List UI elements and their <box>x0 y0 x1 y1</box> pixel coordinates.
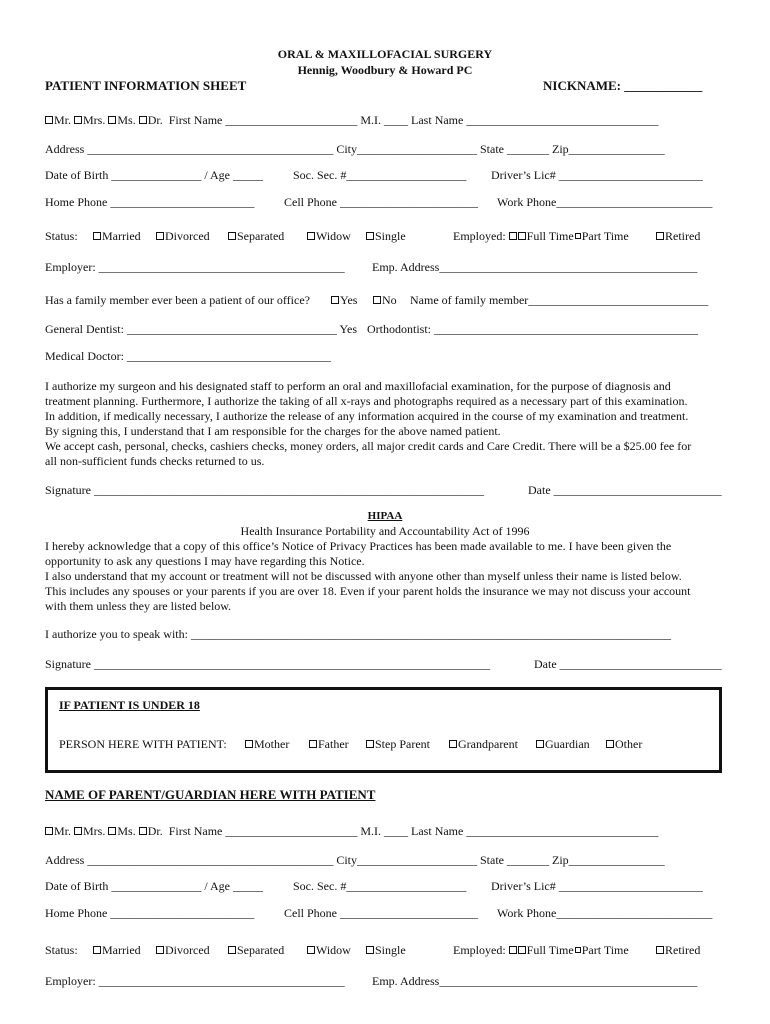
option-father[interactable]: Father <box>309 737 349 752</box>
checkbox-icon[interactable] <box>228 232 236 240</box>
authorization-line: I authorize my surgeon and his designated staff to perform an oral and maxillofacial examination, for the purpose of diagnosis and <box>45 379 671 393</box>
hipaa-line: I hereby acknowledge that a copy of this office’s Notice of Privacy Practices has been made available to me. I have been given the <box>45 539 672 553</box>
guardian-drivers-license-field[interactable]: Driver’s Lic# ________________________ <box>491 879 703 893</box>
family-yes[interactable]: Yes <box>331 293 357 308</box>
guardian-work-phone-field[interactable]: Work Phone__________________________ <box>497 906 713 920</box>
checkbox-icon[interactable] <box>93 232 101 240</box>
general-dentist-field[interactable]: General Dentist: ___________________________________ Yes <box>45 322 357 336</box>
checkbox-icon[interactable] <box>366 232 374 240</box>
guardian-dob-field[interactable]: Date of Birth _______________ / Age _____ <box>45 879 263 893</box>
sheet-title: PATIENT INFORMATION SHEET <box>45 78 247 93</box>
hipaa-text <box>45 539 727 614</box>
authorization-line: treatment planning. Furthermore, I authorize the taking of all x-rays and photographs required as a necessary part of this examination. <box>45 394 688 408</box>
employer-field[interactable]: Employer: _________________________________________ <box>45 260 345 274</box>
title-option-dr[interactable]: Dr. <box>139 113 163 127</box>
person-with-patient-label: PERSON HERE WITH PATIENT: <box>59 737 227 751</box>
guardian-employed-retired[interactable]: Retired <box>656 943 700 958</box>
guardian-title-ms[interactable]: Ms. <box>108 824 135 838</box>
guardian-first-name-field[interactable]: First Name ______________________ M.I. ____ Last Name ________________________________ <box>168 824 659 838</box>
practice-type: ORAL & MAXILLOFACIAL SURGERY <box>277 47 493 61</box>
title-option-mr[interactable]: Mr. <box>45 113 71 127</box>
employed-retired[interactable]: Retired <box>656 229 700 244</box>
checkbox-icon[interactable] <box>307 232 315 240</box>
employed-label: Employed: <box>453 229 506 243</box>
checkbox-icon[interactable] <box>228 946 236 954</box>
hipaa-subtitle: Health Insurance Portability and Accountability Act of 1996 <box>240 524 530 538</box>
checkbox-icon[interactable] <box>307 946 315 954</box>
hipaa-date-field[interactable]: Date ___________________________ <box>534 657 722 671</box>
checkbox-icon[interactable] <box>74 116 82 124</box>
employed-full-time[interactable]: Full Time <box>509 229 574 243</box>
checkbox-icon[interactable] <box>449 740 457 748</box>
employed-row <box>453 229 629 244</box>
emp-address-field[interactable]: Emp. Address___________________________________________ <box>372 260 698 274</box>
guardian-ssn-field[interactable]: Soc. Sec. #____________________ <box>293 879 467 893</box>
checkbox-icon[interactable] <box>366 740 374 748</box>
checkbox-icon[interactable] <box>366 946 374 954</box>
hipaa-line: with them unless they are listed below. <box>45 599 232 613</box>
guardian-employed-full-time[interactable]: Full Time <box>509 943 574 957</box>
guardian-title-mr[interactable]: Mr. <box>45 824 71 838</box>
family-member-name-field[interactable]: Name of family member______________________________ <box>410 293 709 307</box>
checkbox-icon[interactable] <box>245 740 253 748</box>
checkbox-icon[interactable] <box>139 827 147 835</box>
checkbox-icon[interactable] <box>108 116 116 124</box>
checkbox-icon[interactable] <box>509 946 517 954</box>
status-widow[interactable]: Widow <box>307 229 351 244</box>
guardian-title-mrs[interactable]: Mrs. <box>74 824 105 838</box>
checkbox-icon[interactable] <box>575 947 581 953</box>
practice-name: Hennig, Woodbury & Howard PC <box>297 63 473 77</box>
checkbox-icon[interactable] <box>156 946 164 954</box>
checkbox-icon[interactable] <box>108 827 116 835</box>
status-label: Status: <box>45 229 78 243</box>
hipaa-title: HIPAA <box>367 510 403 522</box>
checkbox-icon[interactable] <box>536 740 544 748</box>
checkbox-icon[interactable] <box>656 946 664 954</box>
home-phone-field[interactable]: Home Phone ________________________ <box>45 195 255 209</box>
checkbox-icon[interactable] <box>156 232 164 240</box>
option-guardian[interactable]: Guardian <box>536 737 590 752</box>
guardian-title-dr[interactable]: Dr. <box>139 824 163 838</box>
checkbox-icon[interactable] <box>74 827 82 835</box>
checkbox-icon[interactable] <box>373 296 381 304</box>
status-single[interactable]: Single <box>366 229 406 244</box>
title-option-ms[interactable]: Ms. <box>108 113 135 127</box>
title-option-mrs[interactable]: Mrs. <box>74 113 105 127</box>
option-other[interactable]: Other <box>606 737 642 752</box>
checkbox-icon[interactable] <box>518 946 526 954</box>
cell-phone-field[interactable]: Cell Phone _______________________ <box>284 195 478 209</box>
family-no[interactable]: No <box>373 293 397 308</box>
address-field[interactable]: Address _________________________________________ City____________________ State _______ Zip________________ <box>45 142 665 156</box>
checkbox-icon[interactable] <box>45 827 53 835</box>
authorization-text <box>45 379 727 469</box>
guardian-status-married[interactable]: Married <box>93 943 141 958</box>
hipaa-signature-field[interactable]: Signature __________________________________________________________________ <box>45 657 490 671</box>
checkbox-icon[interactable] <box>509 232 517 240</box>
guardian-employed-part-time[interactable]: Part Time <box>574 943 629 957</box>
employed-label: Employed: <box>453 943 506 957</box>
ssn-field[interactable]: Soc. Sec. #____________________ <box>293 168 467 182</box>
status-married[interactable]: Married <box>93 229 141 244</box>
checkbox-icon[interactable] <box>575 233 581 239</box>
guardian-status-widow[interactable]: Widow <box>307 943 351 958</box>
checkbox-icon[interactable] <box>518 232 526 240</box>
patient-name-row <box>45 113 725 127</box>
status-separated[interactable]: Separated <box>228 229 284 244</box>
guardian-status-separated[interactable]: Separated <box>228 943 284 958</box>
guardian-name-row <box>45 824 725 838</box>
guardian-status-label: Status: <box>45 943 78 957</box>
dob-field[interactable]: Date of Birth _______________ / Age _____ <box>45 168 263 182</box>
guardian-section-title: NAME OF PARENT/GUARDIAN HERE WITH PATIENT <box>45 787 376 802</box>
under-18-box <box>45 687 722 773</box>
authorization-line: all non-sufficient funds checks returned to us. <box>45 454 265 468</box>
option-step-parent[interactable]: Step Parent <box>366 737 430 752</box>
checkbox-icon[interactable] <box>606 740 614 748</box>
guardian-home-phone-field[interactable]: Home Phone ________________________ <box>45 906 255 920</box>
authorization-line: By signing this, I understand that I am responsible for the charges for the above named patient. <box>45 424 501 438</box>
drivers-license-field[interactable]: Driver’s Lic# ________________________ <box>491 168 703 182</box>
checkbox-icon[interactable] <box>309 740 317 748</box>
first-name-field[interactable]: First Name ______________________ M.I. ____ Last Name ________________________________ <box>168 113 659 127</box>
work-phone-field[interactable]: Work Phone__________________________ <box>497 195 713 209</box>
employed-part-time[interactable]: Part Time <box>574 229 629 243</box>
guardian-employer-field[interactable]: Employer: _________________________________________ <box>45 974 345 988</box>
status-divorced[interactable]: Divorced <box>156 229 210 244</box>
guardian-address-field[interactable]: Address _________________________________________ City____________________ State _______ Zip________________ <box>45 853 665 867</box>
checkbox-icon[interactable] <box>45 116 53 124</box>
guardian-status-divorced[interactable]: Divorced <box>156 943 210 958</box>
checkbox-icon[interactable] <box>139 116 147 124</box>
date-field[interactable]: Date ____________________________ <box>528 483 722 497</box>
option-grandparent[interactable]: Grandparent <box>449 737 518 752</box>
option-mother[interactable]: Mother <box>245 737 289 752</box>
under-18-title: IF PATIENT IS UNDER 18 <box>59 698 200 712</box>
authorization-line: We accept cash, personal, checks, cashiers checks, money orders, all major credit cards and Care Credit. There will be a $25.00 fee for <box>45 439 692 453</box>
family-question: Has a family member ever been a patient of our office? <box>45 293 310 307</box>
medical-doctor-field[interactable]: Medical Doctor: __________________________________ <box>45 349 331 363</box>
signature-field[interactable]: Signature _________________________________________________________________ <box>45 483 484 497</box>
checkbox-icon[interactable] <box>93 946 101 954</box>
checkbox-icon[interactable] <box>331 296 339 304</box>
authorize-speak-field[interactable]: I authorize you to speak with: ________________________________________________________________________________ <box>45 627 671 641</box>
guardian-status-single[interactable]: Single <box>366 943 406 958</box>
hipaa-line: I also understand that my account or treatment will not be discussed with anyone other than myself unless their name is listed below. <box>45 569 682 583</box>
guardian-cell-phone-field[interactable]: Cell Phone _______________________ <box>284 906 478 920</box>
guardian-emp-address-field[interactable]: Emp. Address___________________________________________ <box>372 974 698 988</box>
nickname-field[interactable]: NICKNAME: ____________ <box>543 78 703 93</box>
checkbox-icon[interactable] <box>656 232 664 240</box>
hipaa-line: opportunity to ask any questions I may have regarding this Notice. <box>45 554 365 568</box>
authorization-line: In addition, if medically necessary, I authorize the release of any information acquired in the course of my examination and treatment. <box>45 409 689 423</box>
guardian-employed-row <box>453 943 629 958</box>
orthodontist-field[interactable]: Orthodontist: ____________________________________________ <box>367 322 699 336</box>
hipaa-line: This includes any spouses or your parents if you are over 18. Even if your parent holds the insurance we may not discuss your account <box>45 584 691 598</box>
